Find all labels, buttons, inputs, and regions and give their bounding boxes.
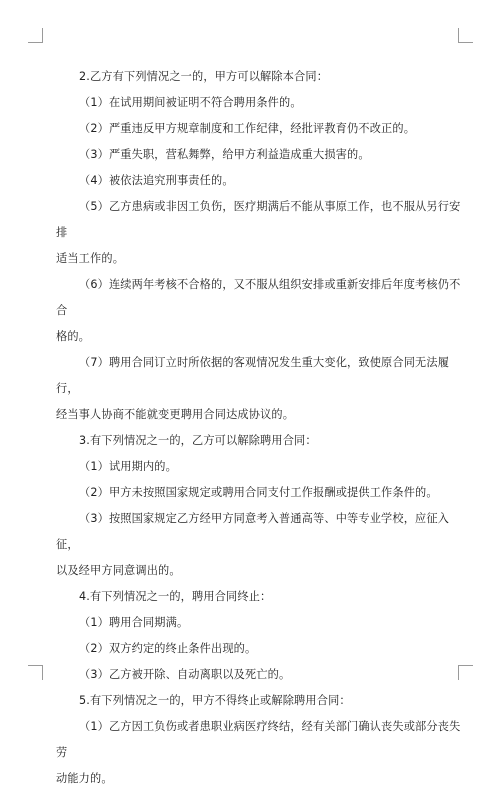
text-line: （3）严重失职，营私舞弊，给甲方利益造成重大损害的。: [79, 148, 370, 161]
text-line: （5）乙方患病或非因工负伤，医疗期满后不能从事原工作，也不服从另行安排: [56, 200, 461, 239]
clause-2-item-7: [56, 350, 466, 428]
clause-3-heading: [56, 428, 466, 454]
text-line: 以及经甲方同意调出的。: [56, 564, 181, 577]
text-line: 经当事人协商不能就变更聘用合同达成协议的。: [56, 408, 295, 421]
crop-mark-top-right: [458, 28, 473, 43]
text-line: 2.乙方有下列情况之一的，甲方可以解除本合同：: [79, 70, 329, 83]
text-line: （1）在试用期间被证明不符合聘用条件的。: [79, 96, 302, 109]
crop-mark-bottom-left: [28, 665, 43, 680]
text-line: 5.有下列情况之一的，甲方不得终止或解除聘用合同：: [79, 694, 351, 707]
clause-2-heading: [56, 64, 466, 90]
clause-5-heading: [56, 688, 466, 714]
text-line: （2）双方约定的终止条件出现的。: [79, 642, 257, 655]
clause-4-item-2: [56, 636, 466, 662]
text-line: 动能力的。: [56, 772, 113, 785]
text-line: （3）按照国家规定乙方经甲方同意考入普通高等、中等专业学校，应征入征，: [56, 512, 450, 551]
clause-2-item-6: [56, 272, 466, 350]
clause-4-heading: [56, 584, 466, 610]
text-line: （4）被依法追究刑事责任的。: [79, 174, 234, 187]
clause-4-item-1: [56, 610, 466, 636]
text-line: 适当工作的。: [56, 252, 125, 265]
clause-5-item-1: [56, 714, 466, 792]
text-line: （7）聘用合同订立时所依据的客观情况发生重大变化，致使原合同无法履行，: [56, 356, 450, 395]
clause-3-item-3: [56, 506, 466, 584]
text-line: 3.有下列情况之一的，乙方可以解除聘用合同：: [79, 434, 317, 447]
crop-mark-top-left: [28, 28, 43, 43]
text-line: （1）聘用合同期满。: [79, 616, 189, 629]
clause-2-item-3: [56, 142, 466, 168]
clause-2-item-1: [56, 90, 466, 116]
text-line: （6）连续两年考核不合格的，又不服从组织安排或重新安排后年度考核仍不合: [56, 278, 461, 317]
clause-2-item-4: [56, 168, 466, 194]
clause-2-item-5: [56, 194, 466, 272]
text-line: （3）乙方被开除、自动离职以及死亡的。: [79, 668, 291, 681]
document-body: [56, 64, 466, 792]
clause-2-item-2: [56, 116, 466, 142]
clause-3-item-1: [56, 454, 466, 480]
clause-4-item-3: [56, 662, 466, 688]
text-line: （1）乙方因工负伤或者患职业病医疗终结，经有关部门确认丧失或部分丧失劳: [56, 720, 461, 759]
clause-3-item-2: [56, 480, 466, 506]
text-line: 4.有下列情况之一的，聘用合同终止：: [79, 590, 272, 603]
text-line: （2）甲方未按照国家规定或聘用合同支付工作报酬或提供工作条件的。: [79, 486, 438, 499]
text-line: （1）试用期内的。: [79, 460, 177, 473]
text-line: （2）严重违反甲方规章制度和工作纪律，经批评教育仍不改正的。: [79, 122, 416, 135]
text-line: 格的。: [56, 330, 91, 343]
